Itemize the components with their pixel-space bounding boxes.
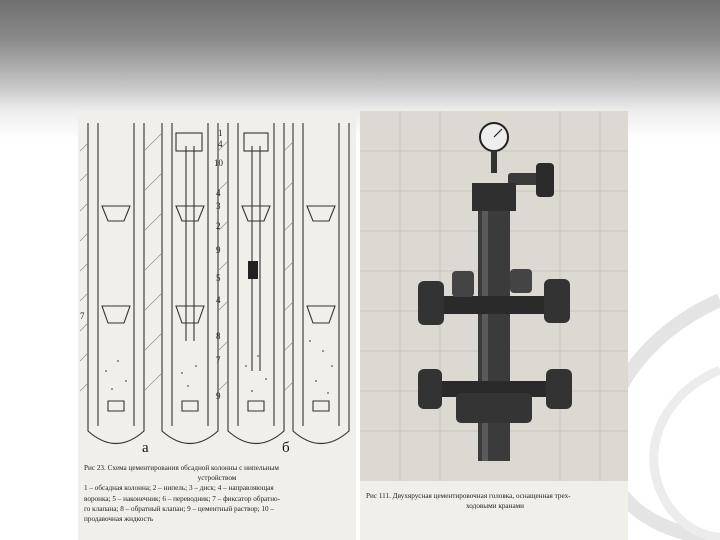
cementing-head-photo xyxy=(360,111,628,481)
callout-10: 10 xyxy=(214,158,223,168)
callout-7b: 7 xyxy=(216,355,221,365)
caption-right-line-2: ходовыми кранами xyxy=(465,502,525,511)
panel-label-b: б xyxy=(282,440,290,456)
caption-legend-line-2: воронка; 5 – наконечник; 6 – переводник; 7 – фиксатор обратно- xyxy=(84,494,281,503)
figure-caption-right xyxy=(366,491,624,512)
callout-4a: 4 xyxy=(218,139,223,149)
callout-9a: 9 xyxy=(216,245,221,255)
callout-2: 2 xyxy=(216,221,221,231)
caption-legend-line-1: 1 – обсадная колонна; 2 – нипель; 3 – диск; 4 – направляющая xyxy=(84,484,274,493)
callout-3: 3 xyxy=(216,201,221,211)
caption-legend-line-3: го клапана; 8 – обратный клапан; 9 – цементный раствор; 10 – xyxy=(84,504,275,513)
callout-4b: 4 xyxy=(216,188,221,198)
figure-caption-left xyxy=(84,463,350,524)
caption-title-cont: устройством xyxy=(197,474,237,483)
callout-4c: 4 xyxy=(216,295,221,305)
callout-7a: 7 xyxy=(80,311,85,321)
cementing-scheme-drawing xyxy=(78,111,356,461)
panel-label-a: а xyxy=(142,440,149,456)
callout-9b: 9 xyxy=(216,391,221,401)
callout-8: 8 xyxy=(216,331,221,341)
figure-cementing-scheme xyxy=(78,111,356,540)
figure-cementing-head-photo xyxy=(360,111,628,540)
caption-legend-line-4: продавочная жидкость xyxy=(84,515,154,524)
callout-1: 1 xyxy=(218,128,223,138)
caption-right-line-1: Рис 111. Двухярусная цементировочная головка, оснащенная трех- xyxy=(366,492,571,500)
caption-title: Рис 23. Схема цементирования обсадной колонны с нипельным xyxy=(84,464,279,472)
plug-marker xyxy=(248,261,258,279)
callout-5: 5 xyxy=(216,273,221,283)
